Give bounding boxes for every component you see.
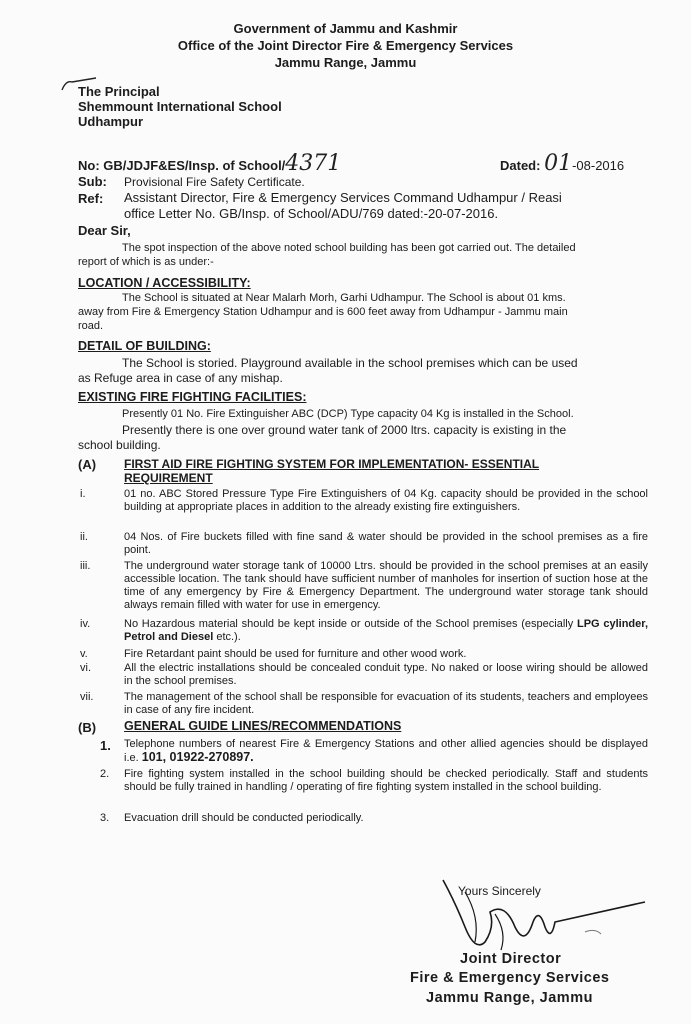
signatory-range: Jammu Range, Jammu (426, 990, 593, 1006)
reference-label: Ref: (78, 191, 104, 206)
intro-line1: The spot inspection of the above noted school building has been got carried out. The detailed (122, 242, 576, 254)
handwritten-day: 01 (544, 151, 573, 176)
requirement-item: The management of the school shall be responsible for evacuation of its students, teachers and employees in case of any fire incident. (124, 691, 648, 716)
existing-line2: Presently there is one over ground water tank of 2000 ltrs. capacity is existing in the (122, 423, 567, 437)
requirement-item: 04 Nos. of Fire buckets filled with fine sand & water should be provided in the school premises as a fire point. (124, 531, 648, 556)
requirement-item (124, 618, 648, 644)
subject-text: Provisional Fire Safety Certificate. (124, 175, 305, 189)
existing-line3: school building. (78, 438, 161, 452)
section-b-title: GENERAL GUIDE LINES/RECOMMENDATIONS (124, 719, 402, 733)
emergency-phone-numbers: 101, 01922-270897. (141, 750, 254, 764)
building-line1: The School is storied. Playground available in the school premises which can be used (122, 356, 578, 370)
item-number: vii. (80, 691, 94, 703)
guideline-item-text: Telephone numbers of nearest Fire & Emergency Stations and other allied agencies should be displayed i.e. (124, 738, 648, 764)
office-header-line1: Government of Jammu and Kashmir (233, 21, 458, 36)
hazardous-materials: LPG cylinder, Petrol and Diesel (124, 618, 648, 643)
date-label: Dated: (500, 158, 541, 173)
handwritten-number: 4371 (285, 151, 342, 176)
section-b-label: (B) (78, 720, 97, 735)
existing-line1: Presently 01 No. Fire Extinguisher ABC (DCP) Type capacity 04 Kg is installed in the School. (122, 408, 574, 420)
addressee-line1: The Principal (78, 84, 160, 99)
closing-yours-sincerely: Yours Sincerely (458, 884, 541, 898)
date-line (500, 151, 625, 176)
requirement-item: Fire Retardant paint should be used for furniture and other wood work. (124, 648, 467, 660)
salutation: Dear Sir, (78, 223, 131, 238)
signatory-department: Fire & Emergency Services (410, 970, 610, 986)
addressee-line3: Udhampur (78, 114, 143, 129)
office-header-line3: Jammu Range, Jammu (274, 55, 417, 70)
item-number: i. (80, 488, 86, 500)
section-a-title-line2: REQUIREMENT (124, 471, 213, 485)
requirement-item-tail: etc.). (213, 631, 241, 643)
addressee-line2: Shemmount International School (78, 99, 282, 114)
guideline-number: 1. (100, 738, 111, 753)
signatory-title: Joint Director (460, 951, 562, 967)
guideline-number: 3. (100, 812, 110, 824)
existing-facilities-heading: EXISTING FIRE FIGHTING FACILITIES: (78, 390, 307, 404)
reference-number-label: No: GB/JDJF&ES/Insp. of School/ (78, 158, 286, 173)
guideline-item: Fire fighting system installed in the school building should be checked periodically. Staff and students should be fully trained in handling / operating of fire fighting system installed in the school building. (124, 768, 648, 793)
requirement-item: The underground water storage tank of 10000 Ltrs. should be provided in the school premises at an easily accessible location. The tank should have sufficient number of manholes for insertion of suction hose at the time of any emergency by Fire & Emergency Department. The underground water storage tank should always remain filled with water for use in emergency. (124, 560, 648, 611)
item-number: v. (80, 648, 88, 660)
reference-number (78, 151, 342, 176)
intro-line2: report of which is as under:- (78, 256, 214, 268)
subject-label: Sub: (78, 174, 107, 189)
location-line1: The School is situated at Near Malarh Morh, Garhi Udhampur. The School is about 01 kms. (122, 292, 566, 304)
section-a-title-line1: FIRST AID FIRE FIGHTING SYSTEM FOR IMPLEMENTATION- ESSENTIAL (124, 457, 540, 471)
guideline-item: Evacuation drill should be conducted periodically. (124, 812, 364, 824)
guideline-item (124, 738, 648, 765)
location-heading: LOCATION / ACCESSIBILITY: (78, 276, 251, 290)
location-line2: away from Fire & Emergency Station Udhampur and is 600 feet away from Udhampur - Jammu main (78, 306, 568, 318)
requirement-item-text: No Hazardous material should be kept inside or outside of the School premises (especially (124, 618, 574, 630)
item-number: vi. (80, 662, 91, 674)
date-rest: -08-2016 (572, 158, 625, 173)
requirement-item: All the electric installations should be concealed conduit type. No naked or loose wiring should be allowed in the school premises. (124, 662, 648, 687)
item-number: ii. (80, 531, 88, 543)
item-number: iii. (80, 560, 91, 572)
building-heading: DETAIL OF BUILDING: (78, 339, 211, 353)
building-line2: as Refuge area in case of any mishap. (78, 371, 283, 385)
guideline-number: 2. (100, 768, 110, 780)
requirement-item: 01 no. ABC Stored Pressure Type Fire Extinguishers of 04 Kg. capacity should be provided in the school building at appropriate places in addition to the already existing fire extinguishers. (124, 488, 648, 513)
office-header-line2: Office of the Joint Director Fire & Emergency Services (177, 38, 514, 53)
item-number: iv. (80, 618, 91, 630)
reference-line2: office Letter No. GB/Insp. of School/ADU/769 dated:-20-07-2016. (124, 206, 499, 221)
reference-line1: Assistant Director, Fire & Emergency Services Command Udhampur / Reasi (124, 190, 562, 205)
section-a-label: (A) (78, 457, 97, 472)
location-line3: road. (78, 320, 104, 332)
